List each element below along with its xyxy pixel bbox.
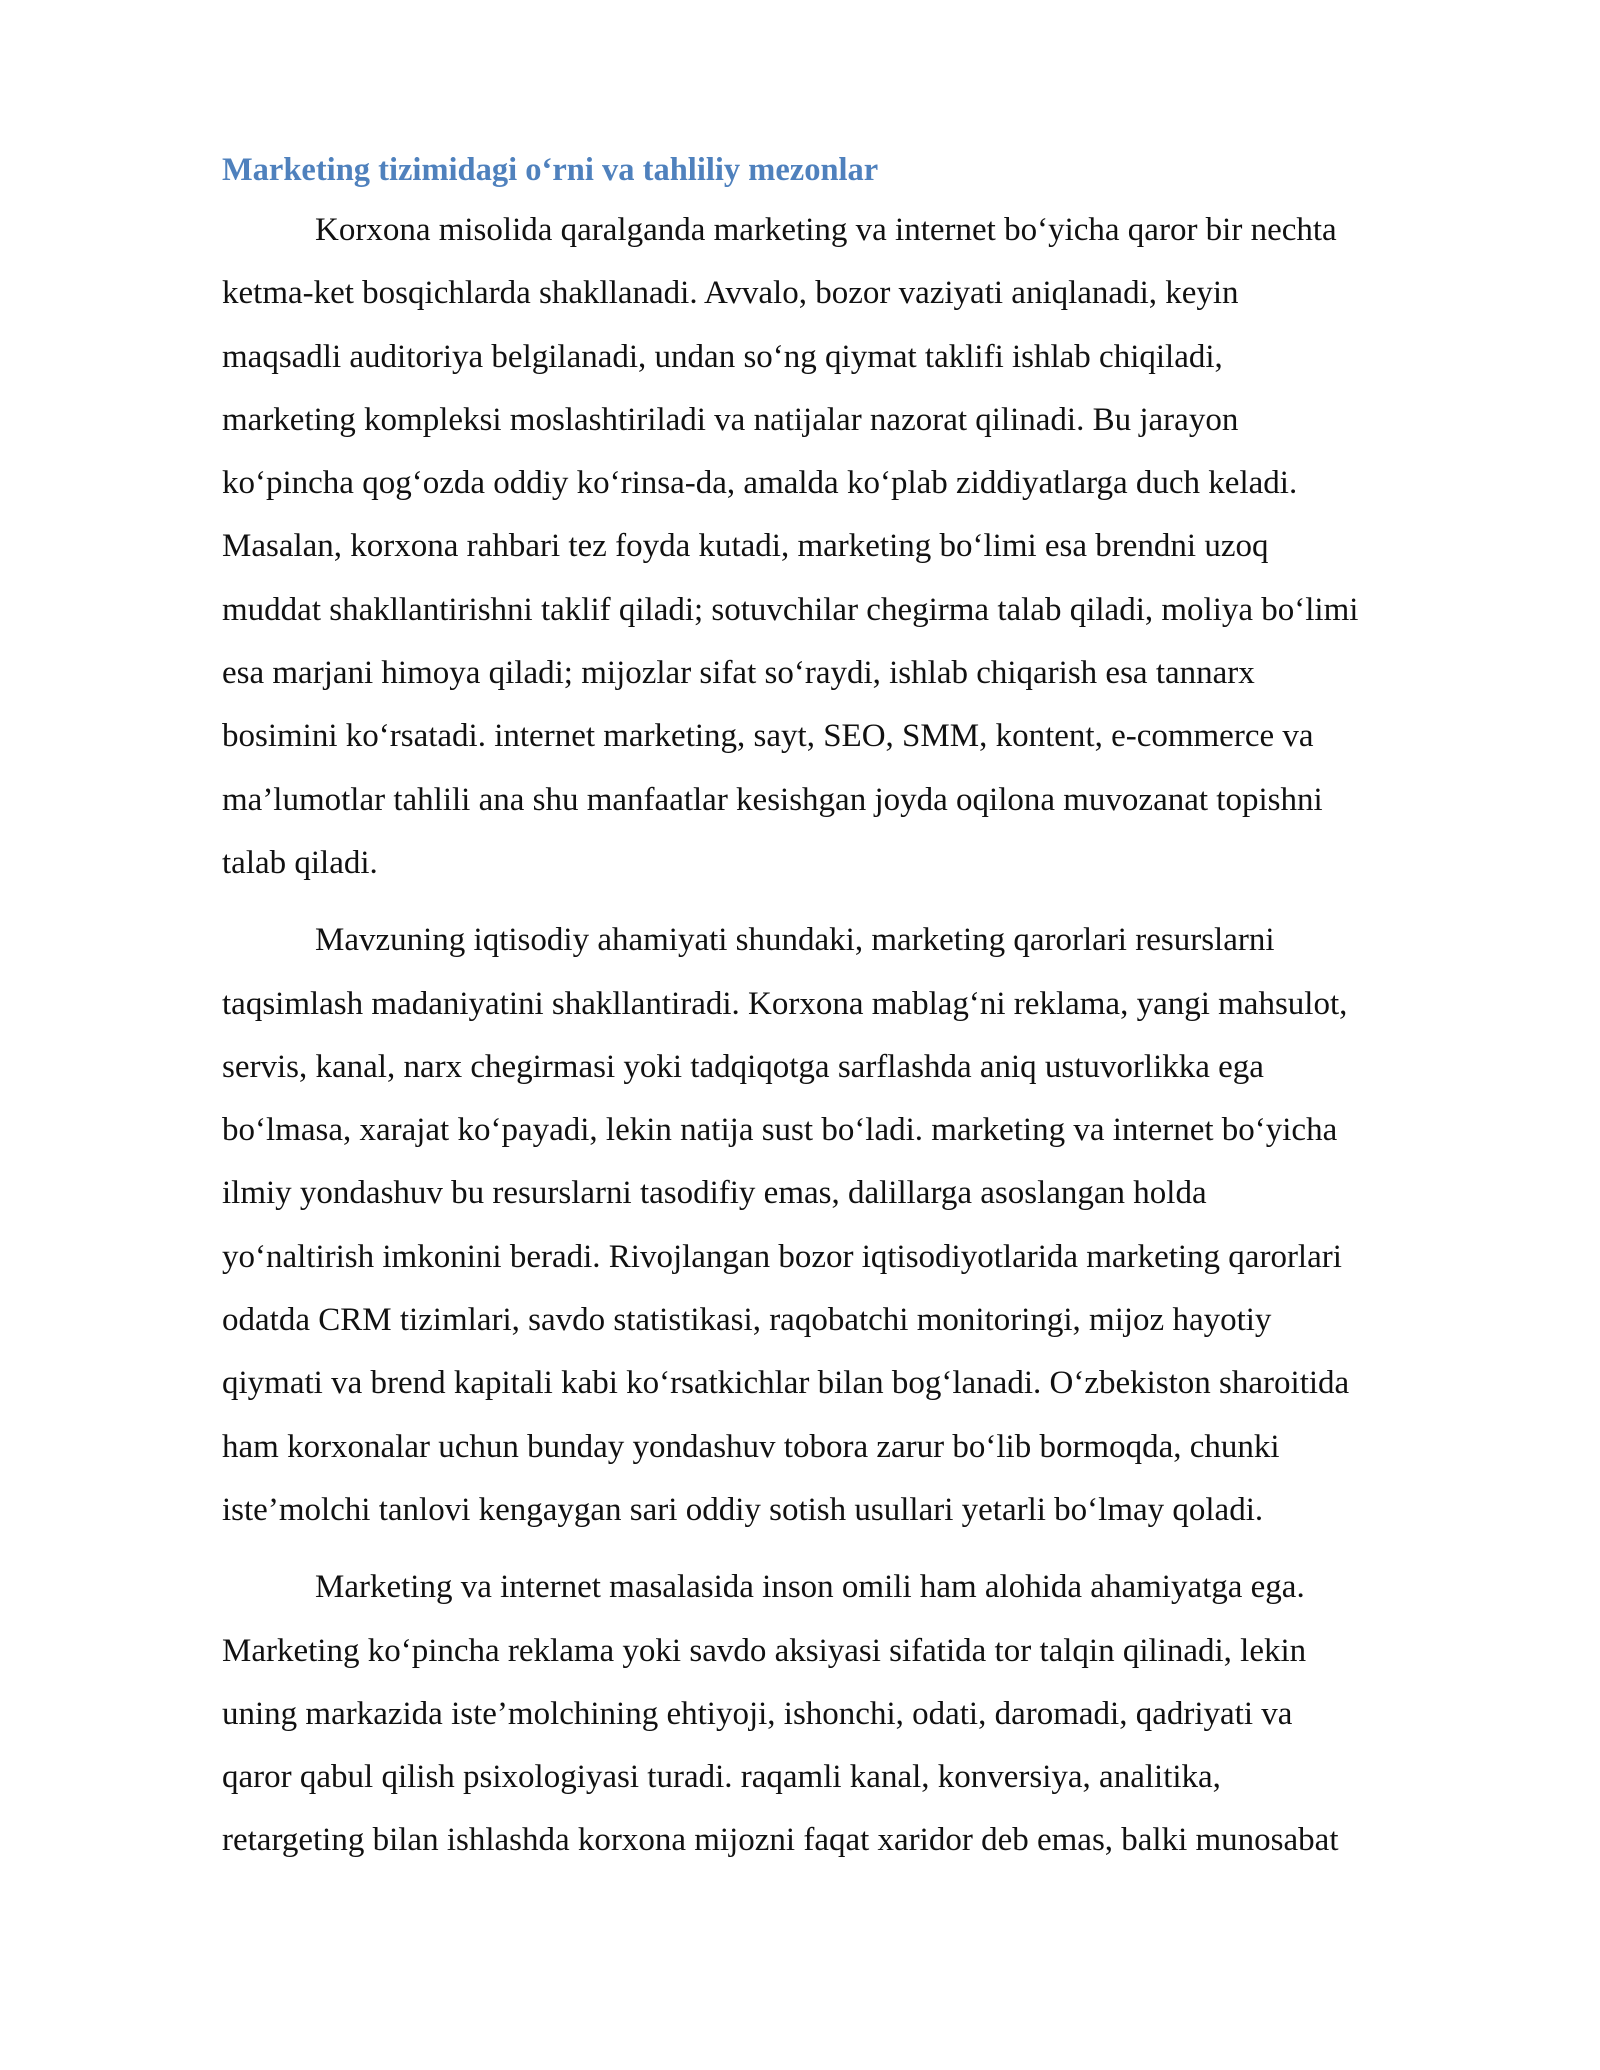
paragraph-line: servis, kanal, narx chegirmasi yoki tadqiqotga sarflashda aniq ustuvorlikka ega xyxy=(222,1048,1264,1085)
paragraph-line: Marketing va internet masalasida inson omili ham alohida ahamiyatga ega. xyxy=(315,1569,1305,1606)
paragraph-1 xyxy=(222,199,1482,895)
paragraph-3 xyxy=(222,1556,1482,1872)
paragraph-line: talab qiladi. xyxy=(222,844,378,881)
paragraph-line: qaror qabul qilish psixologiyasi turadi. raqamli kanal, konversiya, analitika, xyxy=(222,1759,1221,1796)
paragraph-line: esa marjani himoya qiladi; mijozlar sifat so‘raydi, ishlab chiqarish esa tannarx xyxy=(222,655,1255,692)
paragraph-line: maqsadli auditoriya belgilanadi, undan so‘ng qiymat taklifi ishlab chiqiladi, xyxy=(222,338,1223,375)
section-heading: Marketing tizimidagi o‘rni va tahliliy mezonlar xyxy=(222,152,879,188)
paragraph-line: retargeting bilan ishlashda korxona mijozni faqat xaridor deb emas, balki munosabat xyxy=(222,1822,1339,1859)
paragraph-line: iste’molchi tanlovi kengaygan sari oddiy sotish usullari yetarli bo‘lmay qoladi. xyxy=(222,1491,1264,1528)
paragraph-line: marketing kompleksi moslashtiriladi va natijalar nazorat qilinadi. Bu jarayon xyxy=(222,401,1239,438)
paragraph-line: ketma-ket bosqichlarda shakllanadi. Avvalo, bozor vaziyati aniqlanadi, keyin xyxy=(222,275,1239,312)
paragraph-line: ham korxonalar uchun bunday yondashuv tobora zarur bo‘lib bormoqda, chunki xyxy=(222,1428,1280,1465)
paragraph-line: Mavzuning iqtisodiy ahamiyati shundaki, marketing qarorlari resurslarni xyxy=(315,922,1275,959)
paragraph-line: bosimini ko‘rsatadi. internet marketing, sayt, SEO, SMM, kontent, e-commerce va xyxy=(222,718,1314,755)
paragraph-line: ilmiy yondashuv bu resurslarni tasodifiy emas, dalillarga asoslangan holda xyxy=(222,1175,1207,1212)
paragraph-line: yo‘naltirish imkonini beradi. Rivojlangan bozor iqtisodiyotlarida marketing qarorlari xyxy=(222,1238,1342,1275)
paragraph-line: ma’lumotlar tahlili ana shu manfaatlar kesishgan joyda oqilona muvozanat topishni xyxy=(222,781,1323,818)
paragraph-line: taqsimlash madaniyatini shakllantiradi. Korxona mablag‘ni reklama, yangi mahsulot, xyxy=(222,985,1348,1022)
paragraph-line: bo‘lmasa, xarajat ko‘payadi, lekin natija sust bo‘ladi. marketing va internet bo‘yicha xyxy=(222,1112,1338,1149)
paragraph-line: ko‘pincha qog‘ozda oddiy ko‘rinsa-da, amalda ko‘plab ziddiyatlarga duch keladi. xyxy=(222,465,1298,502)
paragraph-2 xyxy=(222,909,1482,1542)
paragraph-line: Korxona misolida qaralganda marketing va internet bo‘yicha qaror bir nechta xyxy=(315,212,1337,248)
paragraph-line: qiymati va brend kapitali kabi ko‘rsatkichlar bilan bog‘lanadi. O‘zbekiston sharoitida xyxy=(222,1365,1350,1402)
paragraph-line: Masalan, korxona rahbari tez foyda kutadi, marketing bo‘limi esa brendni uzoq xyxy=(222,528,1269,565)
paragraph-line: uning markazida iste’molchining ehtiyoji, ishonchi, odati, daromadi, qadriyati va xyxy=(222,1695,1293,1732)
paragraph-line: Marketing ko‘pincha reklama yoki savdo aksiyasi sifatida tor talqin qilinadi, lekin xyxy=(222,1632,1307,1669)
paragraph-line: muddat shakllantirishni taklif qiladi; sotuvchilar chegirma talab qiladi, moliya bo‘limi xyxy=(222,591,1359,628)
paragraph-line: odatda CRM tizimlari, savdo statistikasi, raqobatchi monitoringi, mijoz hayotiy xyxy=(222,1302,1272,1339)
page-content xyxy=(222,148,1482,1887)
